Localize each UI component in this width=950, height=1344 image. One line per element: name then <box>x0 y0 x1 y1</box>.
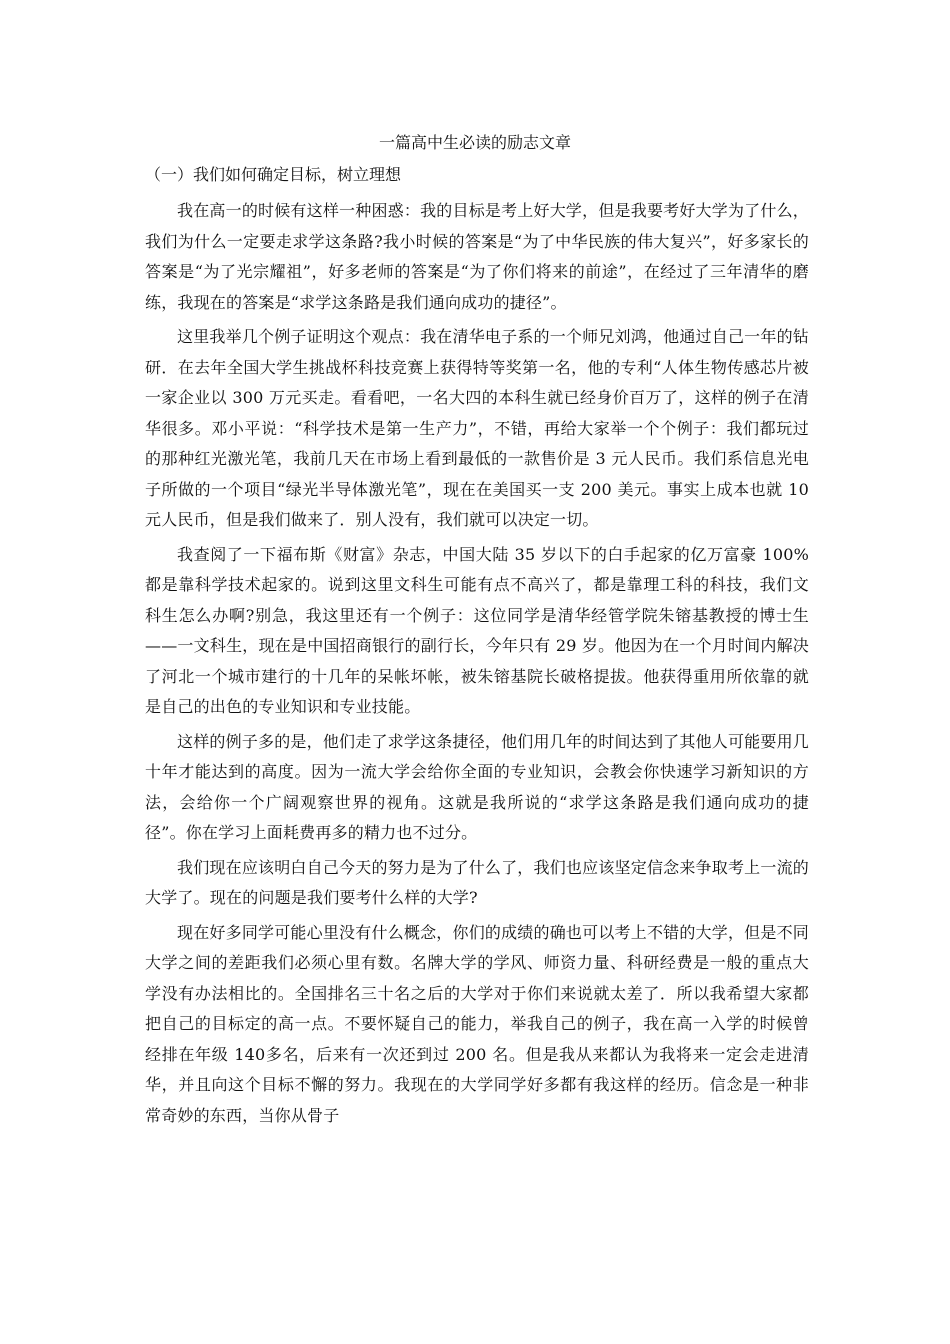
paragraph: 现在好多同学可能心里没有什么概念，你们的成绩的确也可以考上不错的大学，但是不同大学之间的差距我们必须心里有数。名牌大学的学风、师资力量、科研经费是一般的重点大学没有办法相比的。全国排名三十名之后的大学对于你们来说就太差了．所以我希望大家都把自己的目标定的高一点。不要怀疑自己的能力，举我自己的例子，我在高一入学的时候曾经排在年级 140多名，后来有一次还到过 200 名。但是我从来都认为我将来一定会走进清华，并且向这个目标不懈的努力。我现在的大学同学好多都有我这样的经历。信念是一种非常奇妙的东西，当你从骨子 <box>145 922 809 1125</box>
paragraph: 我查阅了一下福布斯《财富》杂志，中国大陆 35 岁以下的白手起家的亿万富豪 100%都是靠科学技术起家的。说到这里文科生可能有点不高兴了，都是靠理工科的科技，我们文科生怎么办啊?别急，我这里还有一个例子：这位同学是清华经管学院朱镕基教授的博士生——一文科生，现在是中国招商银行的副行长，今年只有 29 岁。他因为在一个月时间内解决了河北一个城市建行的十几年的呆帐坏帐，被朱镕基院长破格提拔。他获得重用所依靠的就是自己的出色的专业知识和专业技能。 <box>145 544 809 716</box>
paragraph: 我们现在应该明白自己今天的努力是为了什么了，我们也应该坚定信念来争取考上一流的大学了。现在的问题是我们要考什么样的大学? <box>145 857 809 907</box>
section-heading: （一）我们如何确定目标，树立理想 <box>145 165 402 184</box>
document-title: 一篇高中生必读的励志文章 <box>378 133 571 152</box>
paragraph: 我在高一的时候有这样一种困惑：我的目标是考上好大学，但是我要考好大学为了什么，我们为什么一定要走求学这条路?我小时候的答案是“为了中华民族的伟大复兴”，好多家长的答案是“为了光宗耀祖”，好多老师的答案是“为了你们将来的前途”，在经过了三年清华的磨练，我现在的答案是“求学这条路是我们通向成功的捷径”。 <box>145 201 809 312</box>
paragraph: 这样的例子多的是，他们走了求学这条捷径，他们用几年的时间达到了其他人可能要用几十年才能达到的高度。因为一流大学会给你全面的专业知识，会教会你快速学习新知识的方法，会给你一个广阔观察世界的视角。这就是我所说的“求学这条路是我们通向成功的捷径”。你在学习上面耗费再多的精力也不过分。 <box>145 731 809 842</box>
paragraph: 这里我举几个例子证明这个观点：我在清华电子系的一个师兄刘鸿，他通过自己一年的钻研．在去年全国大学生挑战杯科技竞赛上获得特等奖第一名，他的专利“人体生物传感芯片被一家企业以 300 万元买走。看看吧，一名大四的本科生就已经身价百万了，这样的例子在清华很多。邓小平说：“科学技术是第一生产力”，不错，再给大家举一个个例子：我们都玩过的那种红光激光笔，我前几天在市场上看到最低的一款售价是 3 元人民币。我们系信息光电子所做的一个项目“绿光半导体激光笔”，现在在美国买一支 200 美元。事实上成本也就 10 元人民币，但是我们做来了．别人没有，我们就可以决定一切。 <box>145 327 809 529</box>
article-body <box>145 196 809 1135</box>
